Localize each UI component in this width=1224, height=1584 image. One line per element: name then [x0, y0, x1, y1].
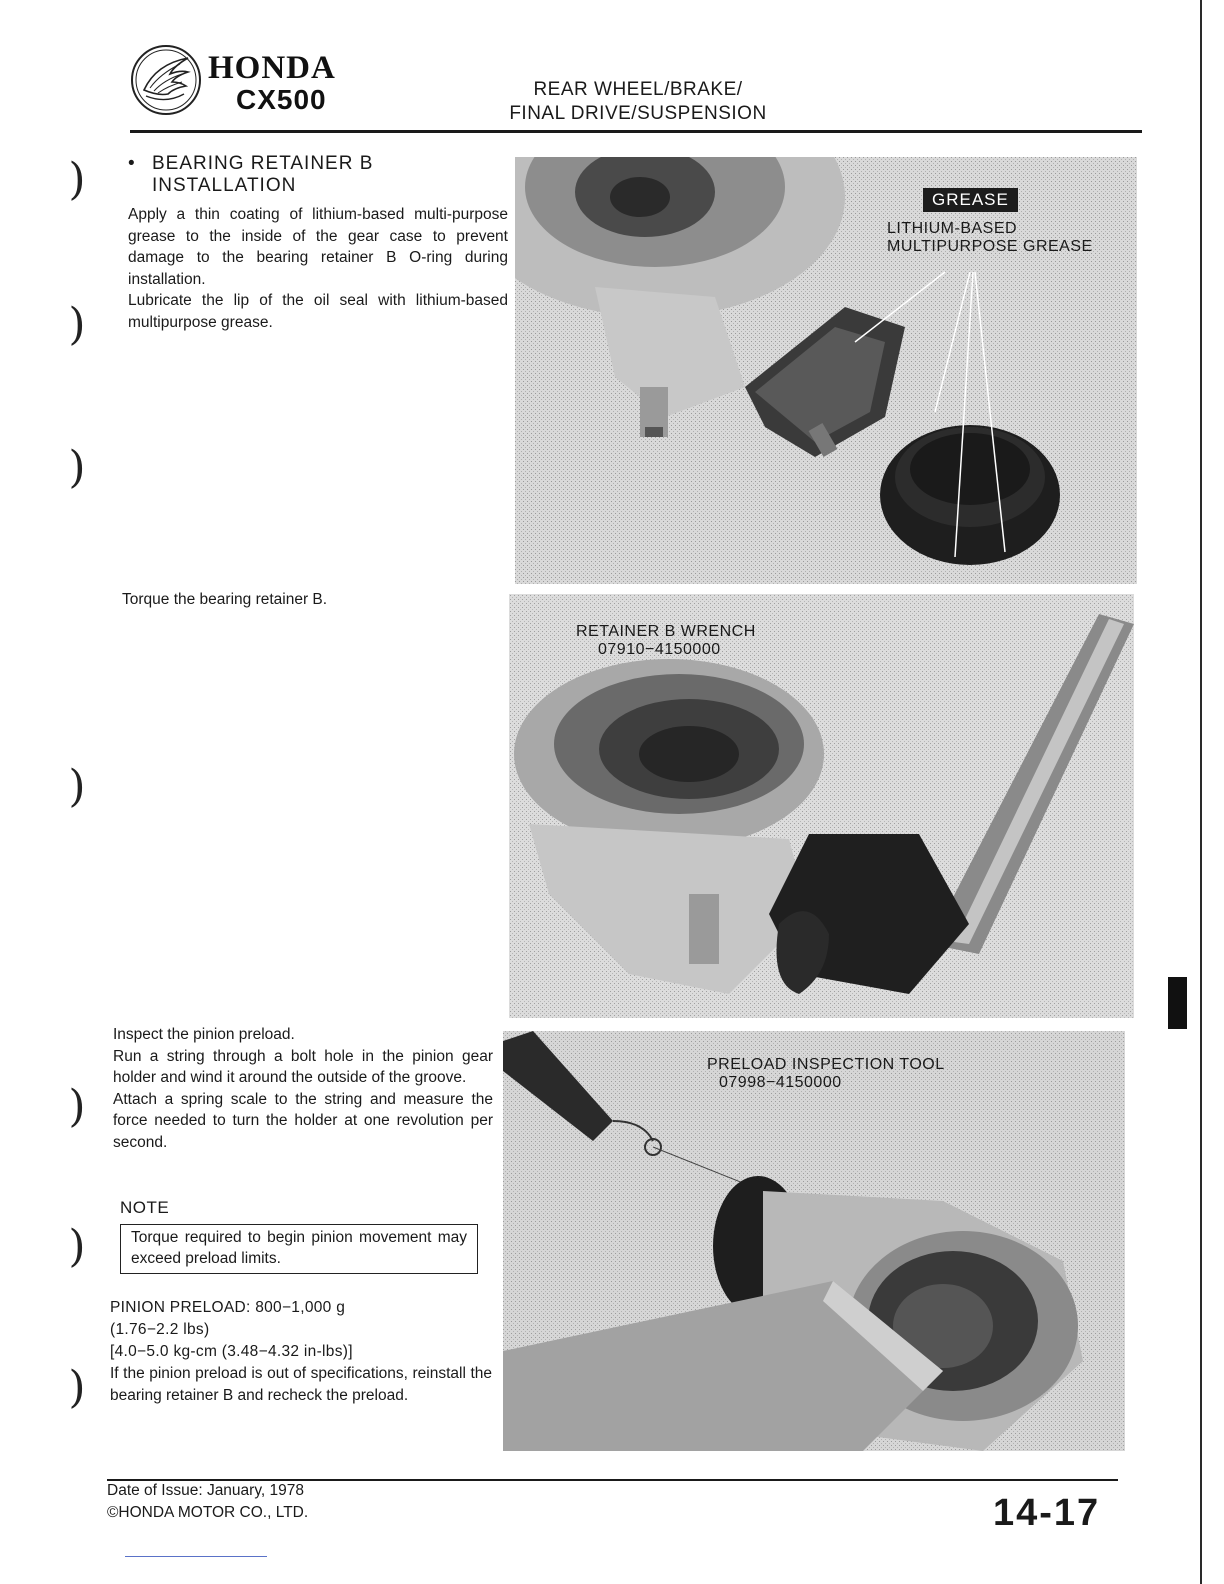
page-edge-rule — [1200, 0, 1202, 1584]
preload-inspection-instruction — [113, 1024, 493, 1153]
header-rule — [130, 130, 1142, 133]
binding-hole-mark: ) — [68, 442, 86, 493]
grease-type-label-line1: LITHIUM-BASED — [887, 220, 1018, 237]
brand-name: HONDA — [208, 50, 336, 86]
step-heading-line1: BEARING RETAINER B — [152, 153, 374, 174]
step-heading — [130, 153, 373, 197]
grease-badge: GREASE — [923, 188, 1018, 212]
binding-hole-mark: ) — [68, 299, 86, 350]
issue-date: Date of Issue: January, 1978 — [107, 1482, 305, 1499]
wrench-tool-label-line1: RETAINER B WRENCH — [576, 623, 756, 640]
section-tab-marker — [1168, 977, 1187, 1029]
grease-instruction-text: Apply a thin coating of lithium-based multi-purpose grease to the inside of the gear case to prevent damage to the bearing retainer B O-ring during installation. — [128, 206, 508, 288]
oil-seal-instruction-text: Lubricate the lip of the oil seal with lithium-based multipurpose grease. — [128, 292, 508, 331]
binding-hole-mark: ) — [68, 1081, 86, 1132]
section-title-line2: FINAL DRIVE/SUSPENSION — [509, 103, 767, 124]
preload-spec-kgcm: [4.0−5.0 kg-cm (3.48−4.32 in-lbs)] — [110, 1343, 353, 1360]
grease-callout-lines — [515, 157, 1137, 584]
preload-inspection-line2: Run a string through a bolt hole in the pinion gear holder and wind it around the outside of the groove. — [113, 1047, 493, 1086]
preload-tool-label-line1: PRELOAD INSPECTION TOOL — [707, 1056, 945, 1073]
step-heading-line2: INSTALLATION — [152, 175, 297, 196]
copyright: ©HONDA MOTOR CO., LTD. — [107, 1504, 309, 1521]
wrench-tool-label — [576, 623, 756, 659]
preload-spec-lbs: (1.76−2.2 lbs) — [110, 1321, 210, 1338]
photo-preload-inspection — [503, 1031, 1125, 1451]
preload-recheck-text: If the pinion preload is out of specifications, reinstall the bearing retainer B and recheck the preload. — [110, 1365, 492, 1404]
page-number: 14-17 — [993, 1492, 1101, 1534]
section-title — [480, 78, 796, 126]
section-title-line1: REAR WHEEL/BRAKE/ — [533, 79, 743, 100]
wrench-tool-part-number: 07910−4150000 — [598, 641, 721, 658]
torque-instruction: Torque the bearing retainer B. — [122, 591, 328, 608]
preload-tool-label — [707, 1056, 945, 1092]
binding-hole-mark: ) — [68, 154, 86, 205]
note-label: NOTE — [120, 1198, 170, 1217]
preload-spec-grams: PINION PRELOAD: 800−1,000 g — [110, 1299, 346, 1316]
footer-issue-info — [107, 1480, 308, 1524]
preload-inspection-line1: Inspect the pinion preload. — [113, 1026, 295, 1043]
preload-tool-part-number: 07998−4150000 — [719, 1074, 842, 1091]
grease-instruction — [128, 204, 508, 333]
preload-spec — [110, 1297, 492, 1406]
binding-hole-mark: ) — [68, 1362, 86, 1413]
bullet-icon: • — [128, 153, 136, 174]
preload-inspection-line3: Attach a spring scale to the string and measure the force needed to turn the holder at one revolution per second. — [113, 1090, 493, 1151]
scan-underline — [125, 1556, 267, 1557]
honda-wing-logo — [130, 44, 202, 116]
binding-hole-mark: ) — [68, 761, 86, 812]
binding-hole-mark: ) — [68, 1221, 86, 1272]
grease-type-label-line2: MULTIPURPOSE GREASE — [887, 238, 1093, 255]
model-name: CX500 — [236, 84, 327, 115]
note-box: Torque required to begin pinion movement may exceed preload limits. — [120, 1224, 478, 1274]
